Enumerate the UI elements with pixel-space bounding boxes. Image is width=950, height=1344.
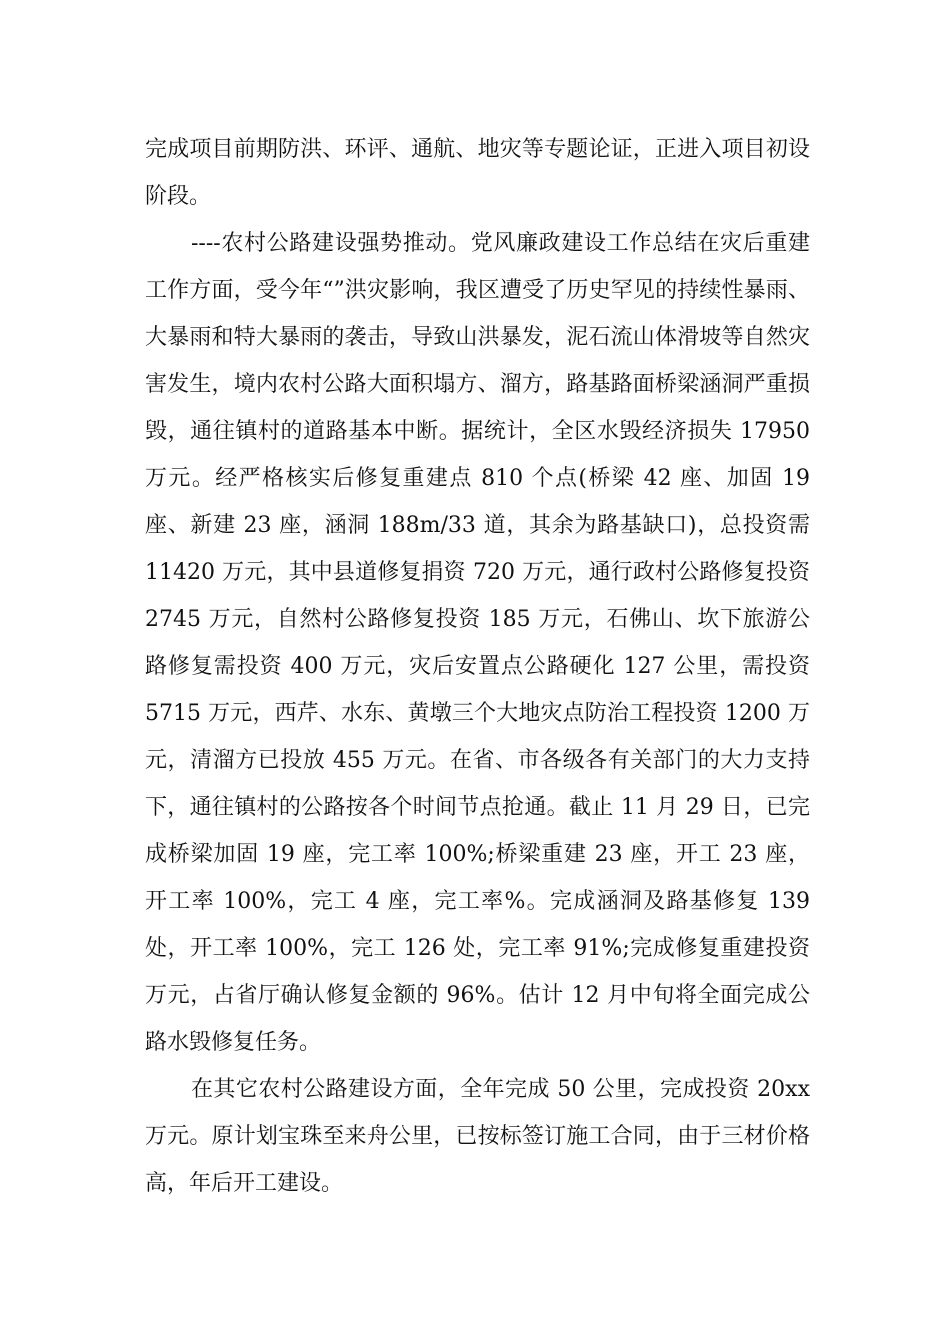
paragraph-rural-road-reconstruction: ----农村公路建设强势推动。党风廉政建设工作总结在灾后重建工作方面，受今年“”洪灾影响，我区遭受了历史罕见的持续性暴雨、大暴雨和特大暴雨的袭击，导致山洪暴发，泥石流山体滑坡等自然灾害发生，境内农村公路大面积塌方、溜方，路基路面桥梁涵洞严重损毁，通往镇村的道路基本中断。据统计，全区水毁经济损失 17950 万元。经严格核实后修复重建点 810 个点(桥梁 42 座、加固 19 座、新建 23 座，涵洞 188m/33 道，其余为路基缺口)，总投资需 11420 万元，其中县道修复捐资 720 万元，通行政村公路修复投资 2745 万元，自然村公路修复投资 185 万元，石佛山、坎下旅游公路修复需投资 400 万元，灾后安置点公路硬化 127 公里，需投资 5715 万元，西芹、水东、黄墩三个大地灾点防治工程投资 1200 万元，清溜方已投放 455 万元。在省、市各级各有关部门的大力支持下，通往镇村的公路按各个时间节点抢通。截止 11 月 29 日，已完成桥梁加固 19 座，完工率 100%;桥梁重建 23 座，开工 23 座，开工率 100%，完工 4 座，完工率%。完成涵洞及路基修复 139 处，开工率 100%，完工 126 处，完工率 91%;完成修复重建投资万元，占省厅确认修复金额的 96%。估计 12 月中旬将全面完成公路水毁修复任务。 <box>145 231 810 1055</box>
document-body <box>145 126 810 1207</box>
paragraph-other-rural-roads: 在其它农村公路建设方面，全年完成 50 公里，完成投资 20xx 万元。原计划宝珠至来舟公里，已按标签订施工合同，由于三材价格高，年后开工建设。 <box>145 1077 810 1196</box>
paragraph-project-preparation: 完成项目前期防洪、环评、通航、地灾等专题论证，正进入项目初设阶段。 <box>145 137 810 209</box>
